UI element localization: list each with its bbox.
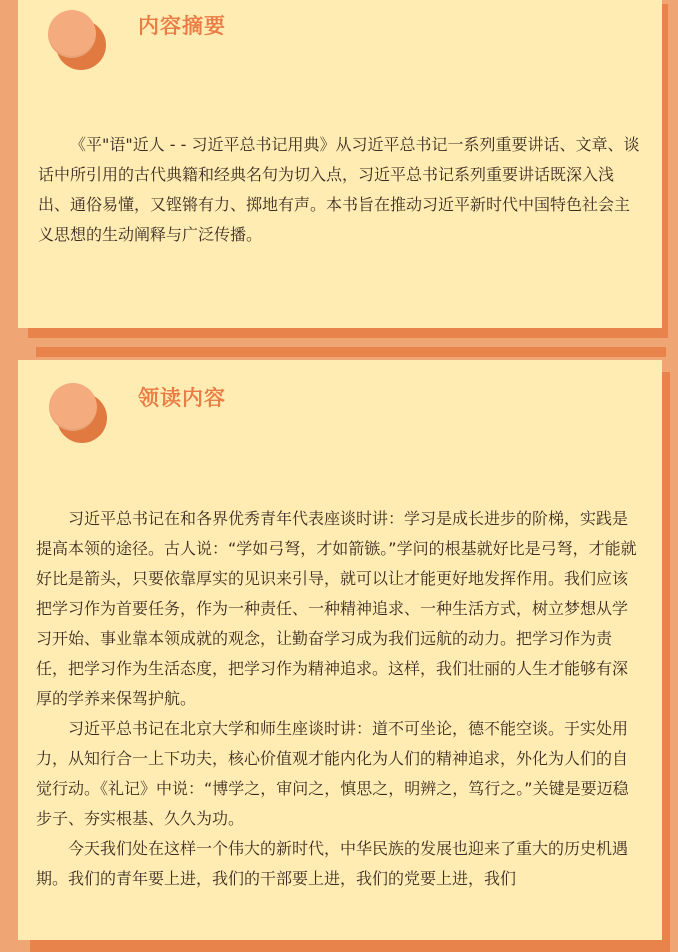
section-divider-strip — [36, 347, 666, 357]
reading-heading: 领读内容 — [138, 386, 226, 410]
summary-circle-icon — [48, 10, 108, 70]
reading-circle-front — [49, 383, 97, 431]
summary-heading: 内容摘要 — [138, 14, 226, 38]
reading-paragraph-3: 今天我们处在这样一个伟大的新时代，中华民族的发展也迎来了重大的历史机遇期。我们的青年要上进，我们的干部要上进，我们的党要上进，我们 — [36, 839, 629, 888]
summary-circle-front — [48, 10, 96, 58]
reading-circle-icon — [49, 383, 109, 443]
reading-paragraph-2: 习近平总书记在北京大学和师生座谈时讲：道不可坐论，德不能空谈。于实处用力，从知行合一上下功夫，核心价值观才能内化为人们的精神追求，外化为人们的自觉行动。《礼记》中说：“博学之，审问之，慎思之，明辨之，笃行之。”关键是要迈稳步子、夯实根基、久久为功。 — [36, 719, 629, 828]
reading-text — [36, 504, 640, 894]
reading-paragraph-1: 习近平总书记在和各界优秀青年代表座谈时讲：学习是成长进步的阶梯，实践是提高本领的途径。古人说：“学如弓弩，才如箭镞。”学问的根基就好比是弓弩，才能就好比是箭头，只要依靠厚实的见识来引导，就可以让才能更好地发挥作用。我们应该把学习作为首要任务，作为一种责任、一种精神追求、一种生活方式，树立梦想从学习开始、事业靠本领成就的观念，让勤奋学习成为我们远航的动力。把学习作为责任，把学习作为生活态度，把学习作为精神追求。这样，我们壮丽的人生才能够有深厚的学养来保驾护航。 — [36, 509, 637, 708]
summary-text: 《平"语"近人 - - 习近平总书记用典》从习近平总书记一系列重要讲话、文章、谈话中所引用的古代典籍和经典名句为切入点，习近平总书记系列重要讲话既深入浅出、通俗易懂，又铿锵有力、掷地有声。本书旨在推动习近平新时代中国特色社会主义思想的生动阐释与广泛传播。 — [38, 135, 640, 244]
